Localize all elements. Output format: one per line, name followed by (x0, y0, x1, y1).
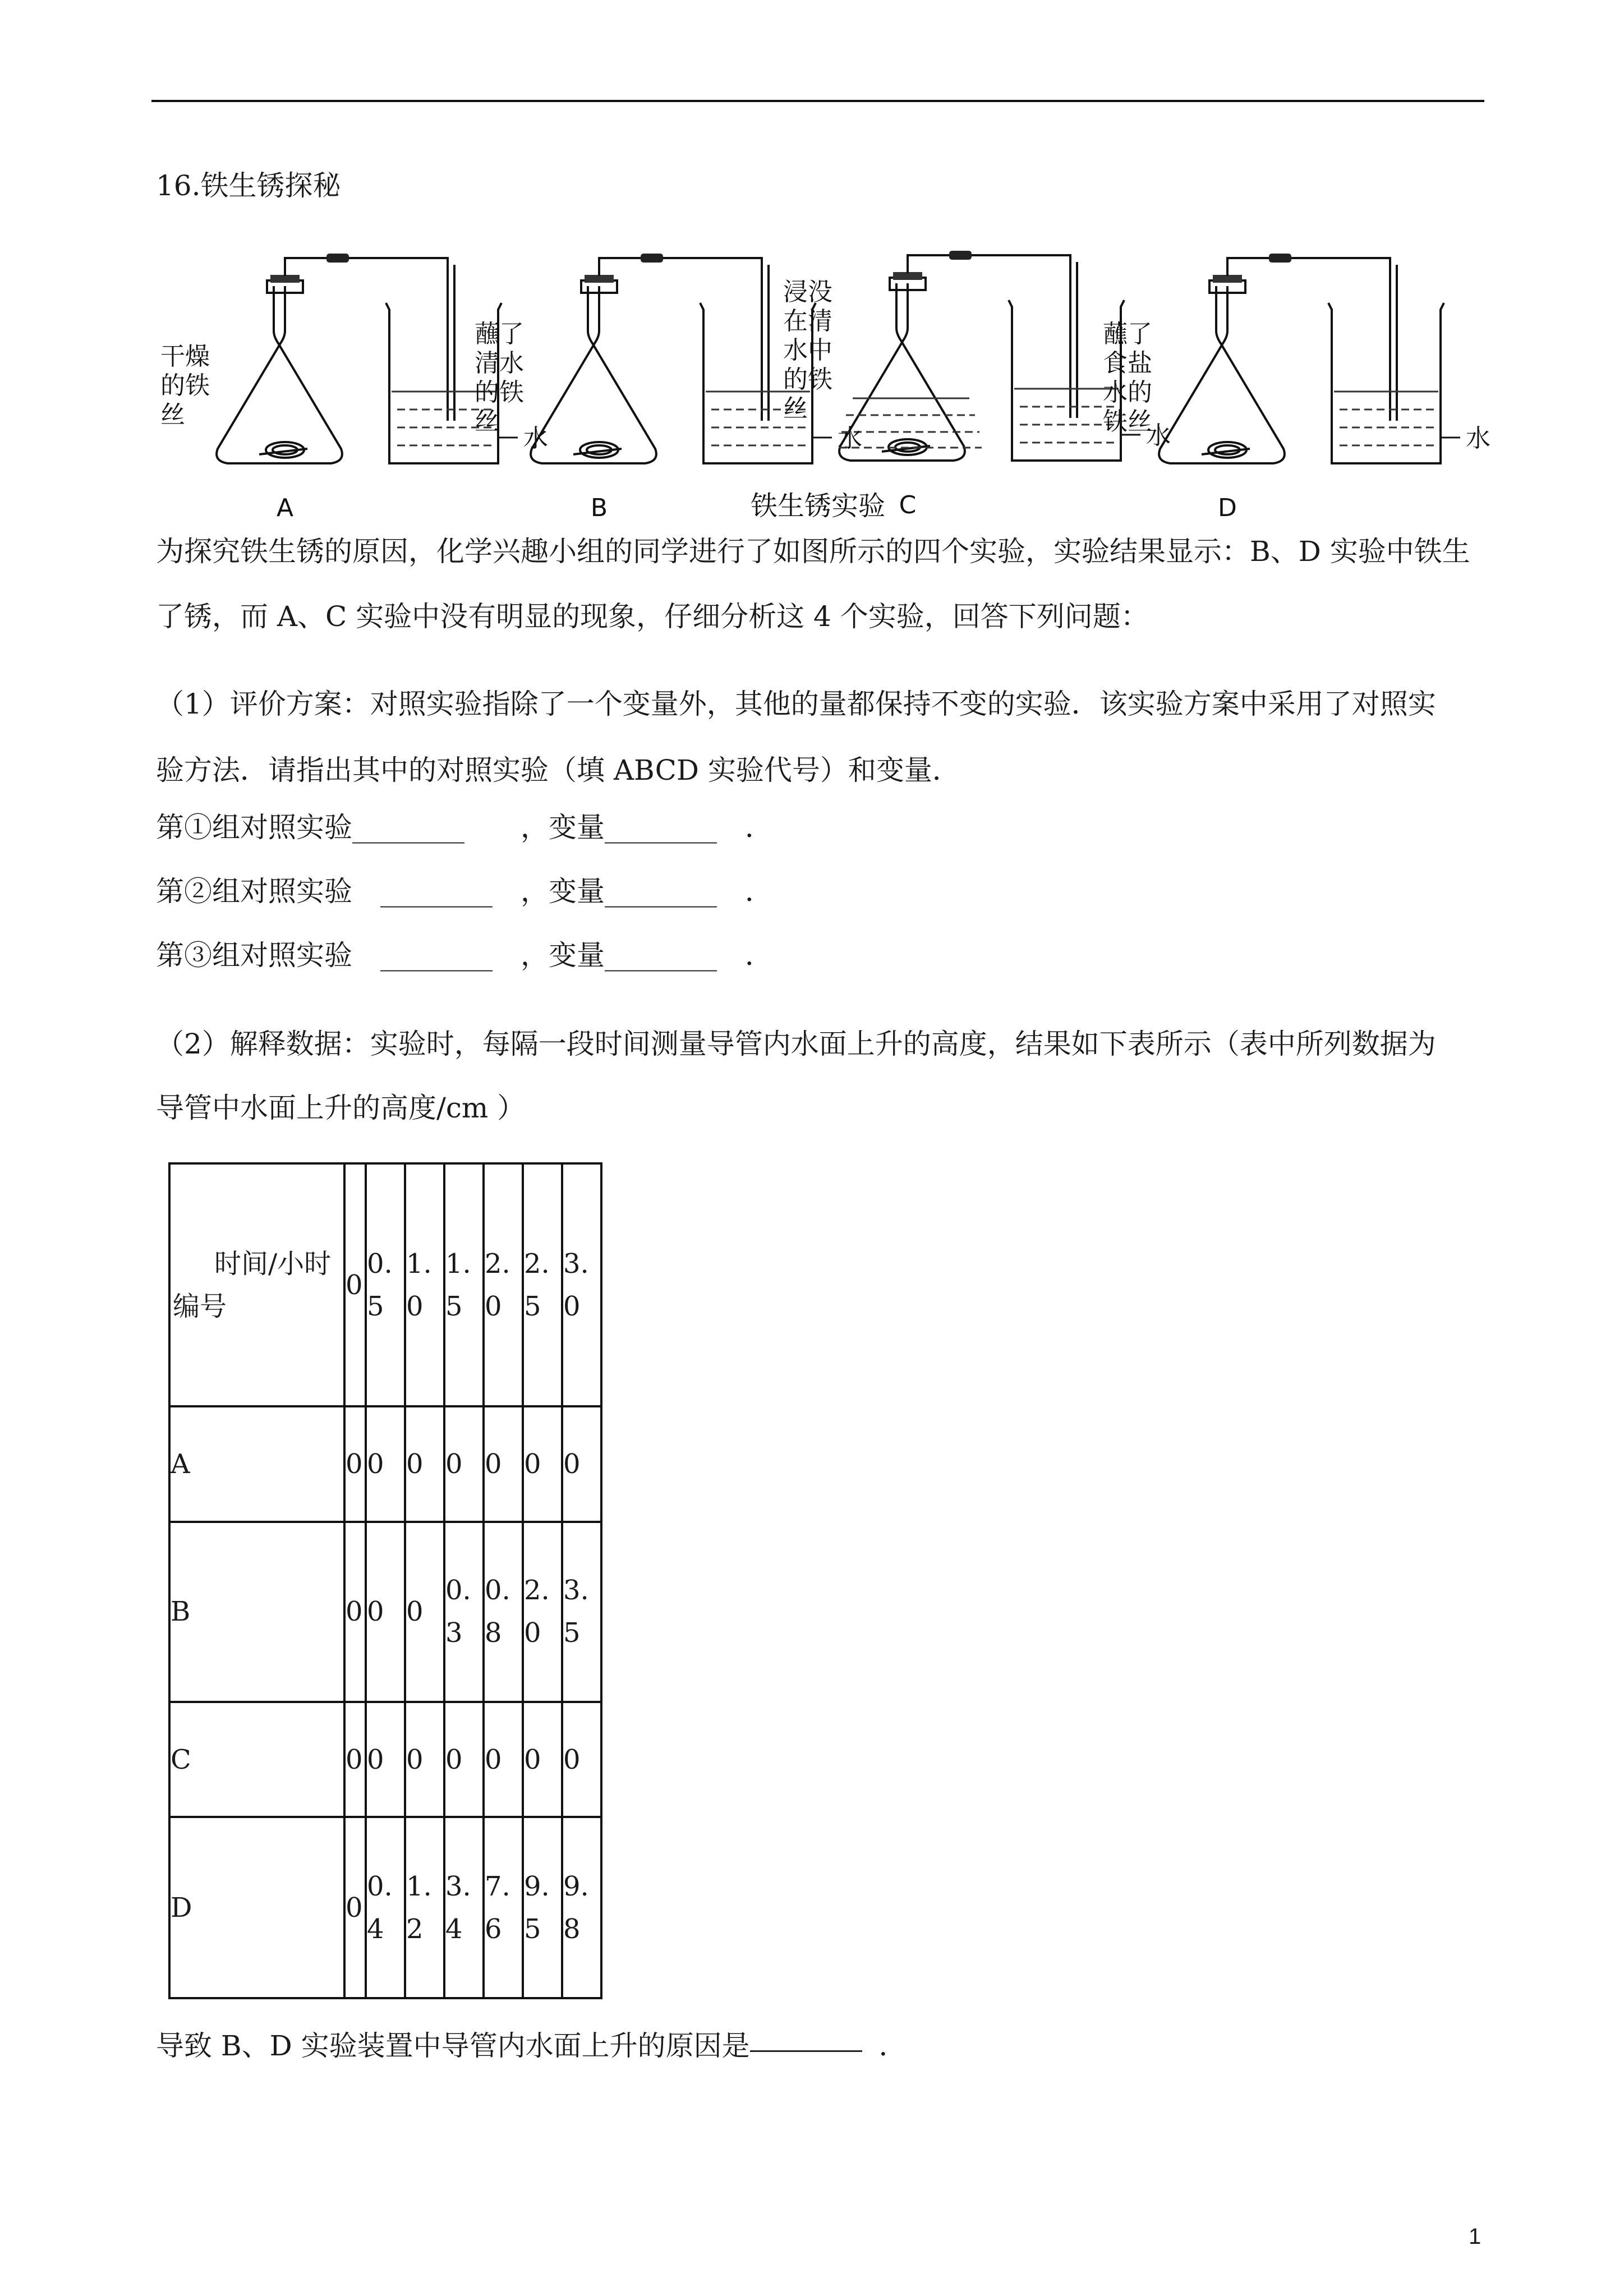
value-cell: 0 (344, 1406, 366, 1522)
value-cell: 0 (444, 1702, 484, 1818)
part2-line-1: （2）解释数据：实验时，每隔一段时间测量导管内水面上升的高度，结果如下表所示（表中所列数据为 (156, 1028, 1436, 1060)
value-cell: 0 (523, 1702, 562, 1818)
value-cell: 0 (484, 1406, 523, 1522)
group-2-blank-experiments[interactable]: ________ (380, 875, 493, 908)
group-1-blank-variable[interactable]: ________ (605, 811, 717, 844)
group-1-variable-label: ，变量 (521, 811, 605, 844)
header-time-cell: 2.0 (484, 1163, 523, 1406)
group-3-variable-label: ，变量 (521, 939, 605, 972)
table-row (169, 1522, 601, 1702)
setup-label-line: 在清 (783, 307, 832, 335)
setup-a (217, 254, 518, 463)
table-row (169, 1702, 601, 1818)
final-question-text: 导致 B、D 实验装置中导管内水面上升的原因是 (156, 2030, 750, 2062)
header-corner-cell (169, 1163, 344, 1406)
value-cell: 0 (405, 1702, 444, 1818)
value-cell: 0 (366, 1702, 405, 1818)
setup-letter: A (276, 494, 294, 522)
iron-rusting-figure (156, 236, 1490, 523)
setup-label-line: 丝 (160, 401, 185, 429)
group-2-variable-label: ，变量 (521, 875, 605, 908)
header-time-cell: 1.0 (405, 1163, 444, 1406)
water-label: 水 (523, 424, 548, 453)
value-cell: 9.5 (523, 1817, 562, 1998)
value-cell: 0 (484, 1702, 523, 1818)
group-3-blank-variable[interactable]: ________ (605, 939, 717, 972)
setup-label-line: 丝 (475, 407, 499, 436)
value-cell: 3.5 (562, 1522, 601, 1702)
intro-line-1: 为探究铁生锈的原因，化学兴趣小组的同学进行了如图所示的四个实验，实验结果显示：B、D 实验中铁生 (156, 535, 1470, 568)
table-header-row (169, 1163, 601, 1406)
header-time-cell: 1.5 (444, 1163, 484, 1406)
group-2-line: 第②组对照实验 ________ ，变量________ ． (156, 875, 773, 908)
setup-c (839, 251, 1140, 461)
header-time-label: 时间/小时 (214, 1248, 332, 1280)
value-cell: 3.4 (444, 1817, 484, 1998)
header-rule (151, 100, 1484, 102)
group-1-label: 第①组对照实验 (156, 811, 352, 844)
group-2-blank-variable[interactable]: ________ (605, 875, 717, 908)
figure-caption: 铁生锈实验 (750, 490, 886, 522)
setup-label-line: 浸没 (783, 278, 832, 306)
value-cell: 0.4 (366, 1817, 405, 1998)
value-cell: 0 (344, 1522, 366, 1702)
group-3-label: 第③组对照实验 (156, 939, 352, 972)
water-label: 水 (1146, 421, 1171, 450)
value-cell: 0 (366, 1522, 405, 1702)
part1-line-2: 验方法．请指出其中的对照实验（填 ABCD 实验代号）和变量． (156, 754, 960, 786)
group-1-line: 第①组对照实验________ ，变量________ ． (156, 811, 773, 844)
setup-label-line: 水中 (783, 336, 832, 365)
header-time-cell: 0 (344, 1163, 366, 1406)
value-cell: 0 (344, 1702, 366, 1818)
water-label: 水 (1466, 424, 1490, 453)
row-id-cell: D (169, 1817, 344, 1998)
value-cell: 0 (562, 1406, 601, 1522)
header-time-cell: 3.0 (562, 1163, 601, 1406)
header-time-cell: 2.5 (523, 1163, 562, 1406)
question-title: 16.铁生锈探秘 (156, 169, 341, 202)
water-label: 水 (838, 424, 862, 453)
height-data-table (168, 1162, 600, 1999)
value-cell: 7.6 (484, 1817, 523, 1998)
value-cell: 0 (366, 1406, 405, 1522)
setup-letter: C (899, 491, 917, 519)
setup-label-line: 食盐 (1103, 349, 1152, 378)
setup-letter: D (1218, 494, 1237, 522)
setup-d (1159, 254, 1460, 463)
row-id-cell: B (169, 1522, 344, 1702)
setup-label-line: 的铁 (783, 365, 832, 394)
part1-line-1: （1）评价方案：对照实验指除了一个变量外，其他的量都保持不变的实验．该实验方案中采用了对照实 (156, 688, 1436, 720)
value-cell: 0.8 (484, 1522, 523, 1702)
value-cell: 0 (444, 1406, 484, 1522)
setup-letter: B (590, 494, 608, 522)
setup-label-line: 干燥 (160, 342, 210, 371)
setup-label-line: 铁丝 (1103, 407, 1152, 436)
row-id-cell: A (169, 1406, 344, 1522)
row-id-cell: C (169, 1702, 344, 1818)
header-time-cell: 0.5 (366, 1163, 405, 1406)
value-cell: 1.2 (405, 1817, 444, 1998)
setup-label-line: 的铁 (475, 378, 524, 407)
setup-label-line: 蘸了 (1103, 320, 1152, 348)
value-cell: 0 (405, 1406, 444, 1522)
final-answer-blank[interactable] (750, 2045, 862, 2052)
table-row (169, 1817, 601, 1998)
value-cell: 0 (523, 1406, 562, 1522)
setup-label-line: 清水 (475, 349, 524, 378)
value-cell: 0 (344, 1817, 366, 1998)
page-number: 1 (1469, 2224, 1482, 2249)
group-3-line: 第③组对照实验 ________ ，变量________ ． (156, 939, 773, 972)
value-cell: 0 (562, 1702, 601, 1818)
value-cell: 0.3 (444, 1522, 484, 1702)
value-cell: 0 (405, 1522, 444, 1702)
final-question: 导致 B、D 实验装置中导管内水面上升的原因是 ． (156, 2030, 907, 2062)
setup-label-line: 的铁 (160, 371, 210, 400)
table-row (169, 1406, 601, 1522)
value-cell: 2.0 (523, 1522, 562, 1702)
group-2-label: 第②组对照实验 (156, 875, 352, 908)
intro-line-2: 了锈，而 A、C 实验中没有明显的现象，仔细分析这 4 个实验，回答下列问题： (156, 600, 1149, 633)
group-3-blank-experiments[interactable]: ________ (380, 939, 493, 972)
header-number-label: 编号 (173, 1290, 227, 1322)
part2-line-2: 导管中水面上升的高度/cm ） (156, 1092, 526, 1124)
group-1-blank-experiments[interactable]: ________ (352, 811, 464, 844)
setup-label-line: 水的 (1103, 378, 1152, 407)
setup-label-line: 丝 (783, 394, 808, 423)
setup-label-line: 蘸了 (475, 320, 524, 348)
value-cell: 9.8 (562, 1817, 601, 1998)
